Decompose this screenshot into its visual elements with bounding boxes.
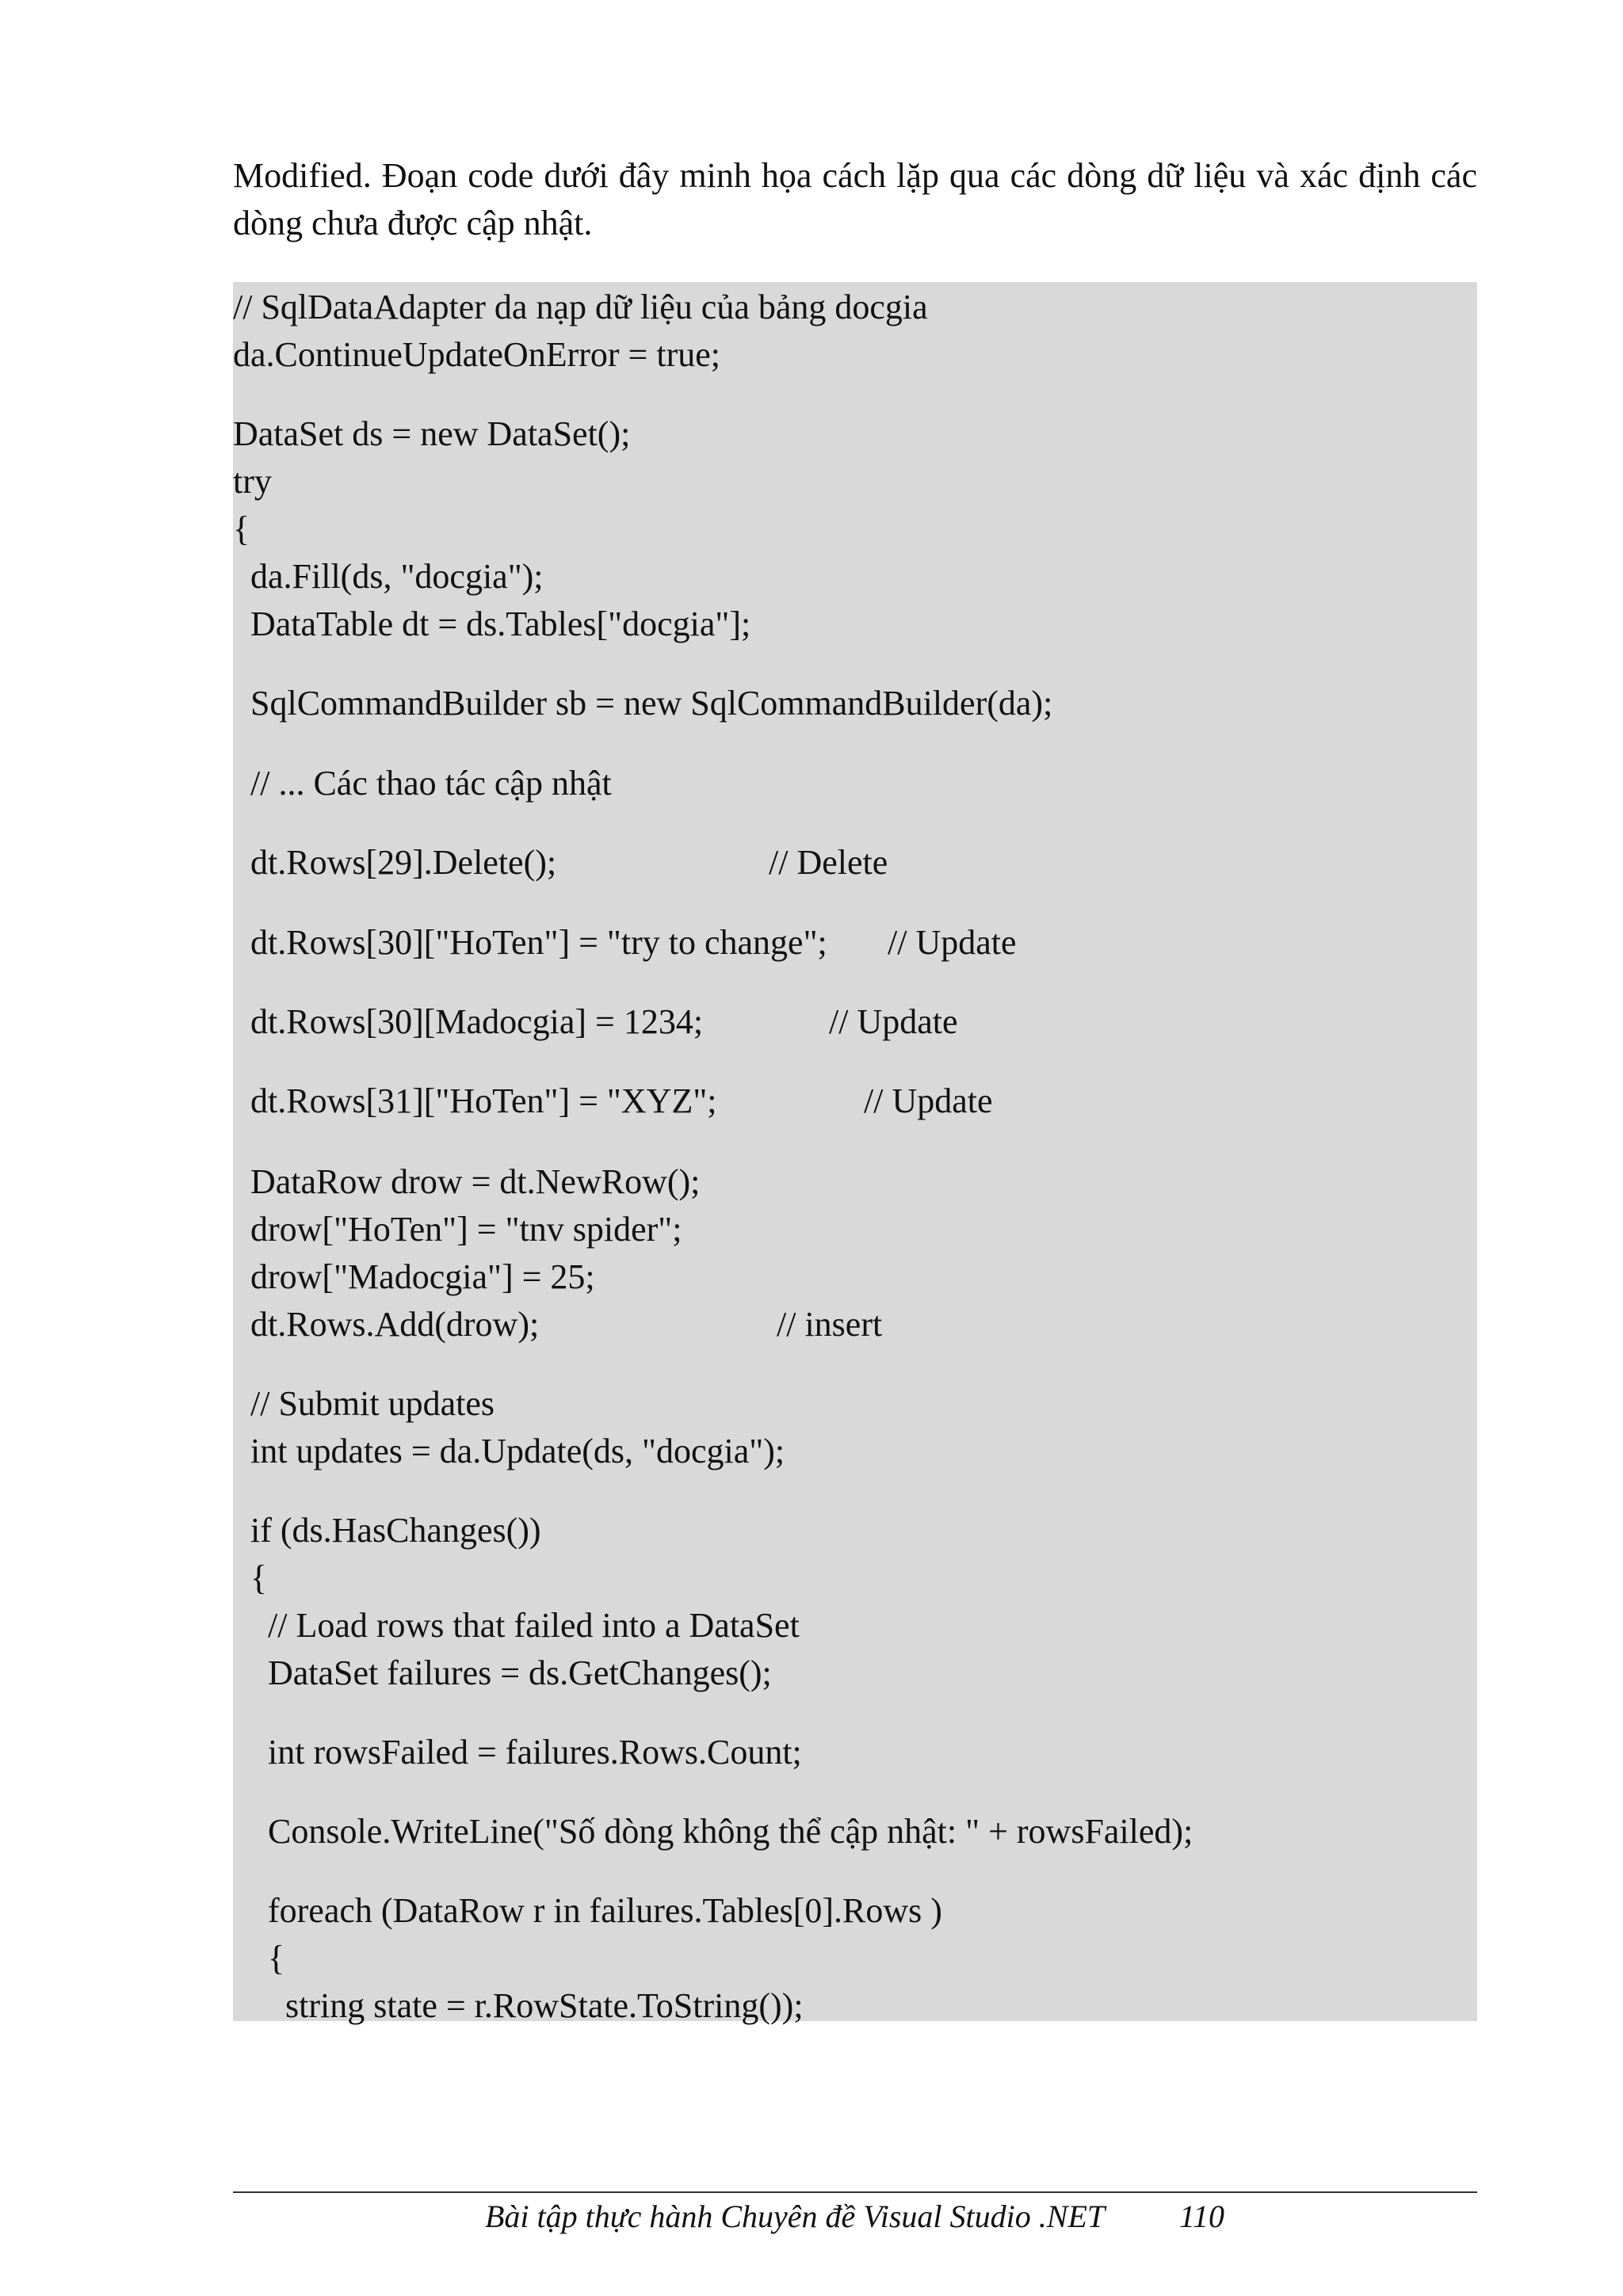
code-line: drow["HoTen"] = "tnv spider"; — [233, 1210, 682, 1249]
code-line: DataTable dt = ds.Tables["docgia"]; — [233, 605, 751, 643]
code-line: dt.Rows[30]["HoTen"] = "try to change"; // Update — [233, 919, 827, 967]
code-comment: // insert — [777, 1305, 883, 1344]
code-block — [233, 282, 1477, 2025]
code-line: drow["Madocgia"] = 25; — [233, 1257, 595, 1296]
intro-line-1: Modified. Đoạn code dưới đây minh họa cách lặp qua các dòng dữ liệu và xác định các — [233, 156, 1477, 195]
page-number: 110 — [1179, 2199, 1225, 2234]
code-line: dt.Rows[30][Madocgia] = 1234; // Update — [233, 998, 703, 1046]
code-line: { — [233, 1558, 268, 1597]
code-comment: // Delete — [769, 843, 888, 882]
code-line: da.ContinueUpdateOnError = true; — [233, 335, 720, 374]
code-line: if (ds.HasChanges()) — [233, 1511, 541, 1550]
code-line: da.Fill(ds, "docgia"); — [233, 557, 544, 596]
code-line: int rowsFailed = failures.Rows.Count; — [233, 1733, 802, 1772]
code-line: { — [233, 509, 250, 548]
code-line: string state = r.RowState.ToString()); — [233, 1986, 804, 2025]
code-line: // Load rows that failed into a DataSet — [233, 1606, 800, 1645]
code-line: DataRow drow = dt.NewRow(); — [233, 1162, 701, 1201]
code-line: try — [233, 462, 272, 501]
code-line: { — [233, 1939, 285, 1978]
code-comment: // Update — [864, 1081, 993, 1120]
code-line: // ... Các thao tác cập nhật — [233, 764, 612, 803]
code-line: DataSet ds = new DataSet(); — [233, 414, 631, 453]
intro-paragraph — [233, 152, 1477, 247]
code-line: DataSet failures = ds.GetChanges(); — [233, 1653, 772, 1692]
code-line: dt.Rows[29].Delete(); // Delete — [233, 839, 556, 887]
intro-line-2: dòng chưa được cập nhật. — [233, 204, 593, 242]
code-line: SqlCommandBuilder sb = new SqlCommandBuilder(da); — [233, 684, 1053, 723]
code-line: foreach (DataRow r in failures.Tables[0].Rows ) — [233, 1891, 942, 1930]
code-line: // SqlDataAdapter da nạp dữ liệu của bảng docgia — [233, 288, 928, 326]
footer-title: Bài tập thực hành Chuyên đề Visual Studio .NET — [485, 2199, 1106, 2234]
code-line: Console.WriteLine("Số dòng không thể cập nhật: " + rowsFailed); — [233, 1812, 1193, 1851]
code-line: // Submit updates — [233, 1384, 495, 1423]
code-comment: // Update — [888, 923, 1017, 962]
code-line: dt.Rows.Add(drow); // insert — [233, 1301, 539, 1348]
code-line: int updates = da.Update(ds, "docgia"); — [233, 1432, 785, 1470]
code-line: dt.Rows[31]["HoTen"] = "XYZ"; // Update — [233, 1077, 717, 1125]
footer-divider — [233, 2191, 1477, 2193]
code-comment: // Update — [829, 1002, 958, 1041]
